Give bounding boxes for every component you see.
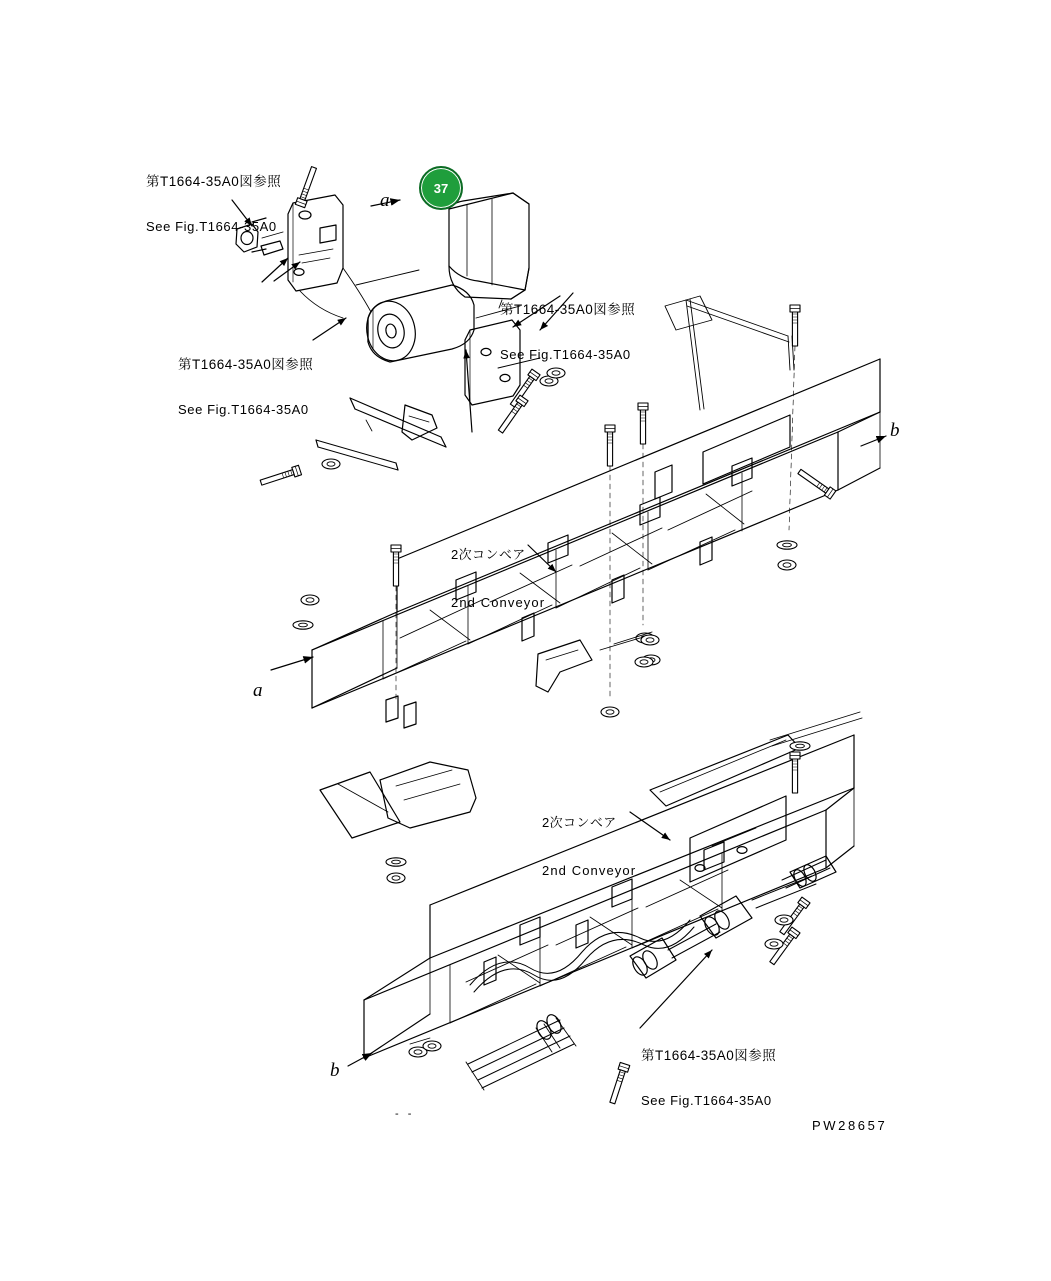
conveyor-label-jp: 2次コンベア	[542, 815, 617, 830]
figure-reference-jp: 第T1664-35A0図参照	[641, 1048, 777, 1063]
label-2nd-conveyor-lower	[542, 783, 636, 911]
figure-reference-mid-left	[178, 327, 313, 447]
figure-reference-jp: 第T1664-35A0図参照	[146, 174, 282, 189]
callout-a-top: a	[380, 190, 390, 211]
conveyor-label-jp: 2次コンベア	[451, 547, 526, 562]
drawing-code: PW28657	[812, 1118, 888, 1133]
figure-reference-top-left	[146, 144, 281, 264]
figure-reference-en: See Fig.T1664-35A0	[500, 347, 631, 362]
figure-reference-en: See Fig.T1664-35A0	[641, 1093, 772, 1108]
figure-reference-upper-center	[500, 272, 635, 392]
label-2nd-conveyor-upper	[451, 515, 545, 643]
part-number-badge-label: 37	[433, 180, 449, 196]
part-number-badge-37[interactable]	[419, 166, 463, 210]
figure-reference-en: See Fig.T1664-35A0	[178, 402, 309, 417]
sheet-tick-mark: - -	[395, 1108, 415, 1120]
callout-b-bottom: b	[330, 1060, 340, 1081]
figure-reference-lower-right	[641, 1018, 776, 1138]
figure-reference-jp: 第T1664-35A0図参照	[500, 302, 636, 317]
conveyor-label-en: 2nd Conveyor	[542, 863, 637, 878]
figure-reference-jp: 第T1664-35A0図参照	[178, 357, 314, 372]
callout-a-left: a	[253, 680, 263, 701]
callout-b-right: b	[890, 420, 900, 441]
conveyor-label-en: 2nd Conveyor	[451, 595, 546, 610]
figure-reference-en: See Fig.T1664-35A0	[146, 219, 277, 234]
